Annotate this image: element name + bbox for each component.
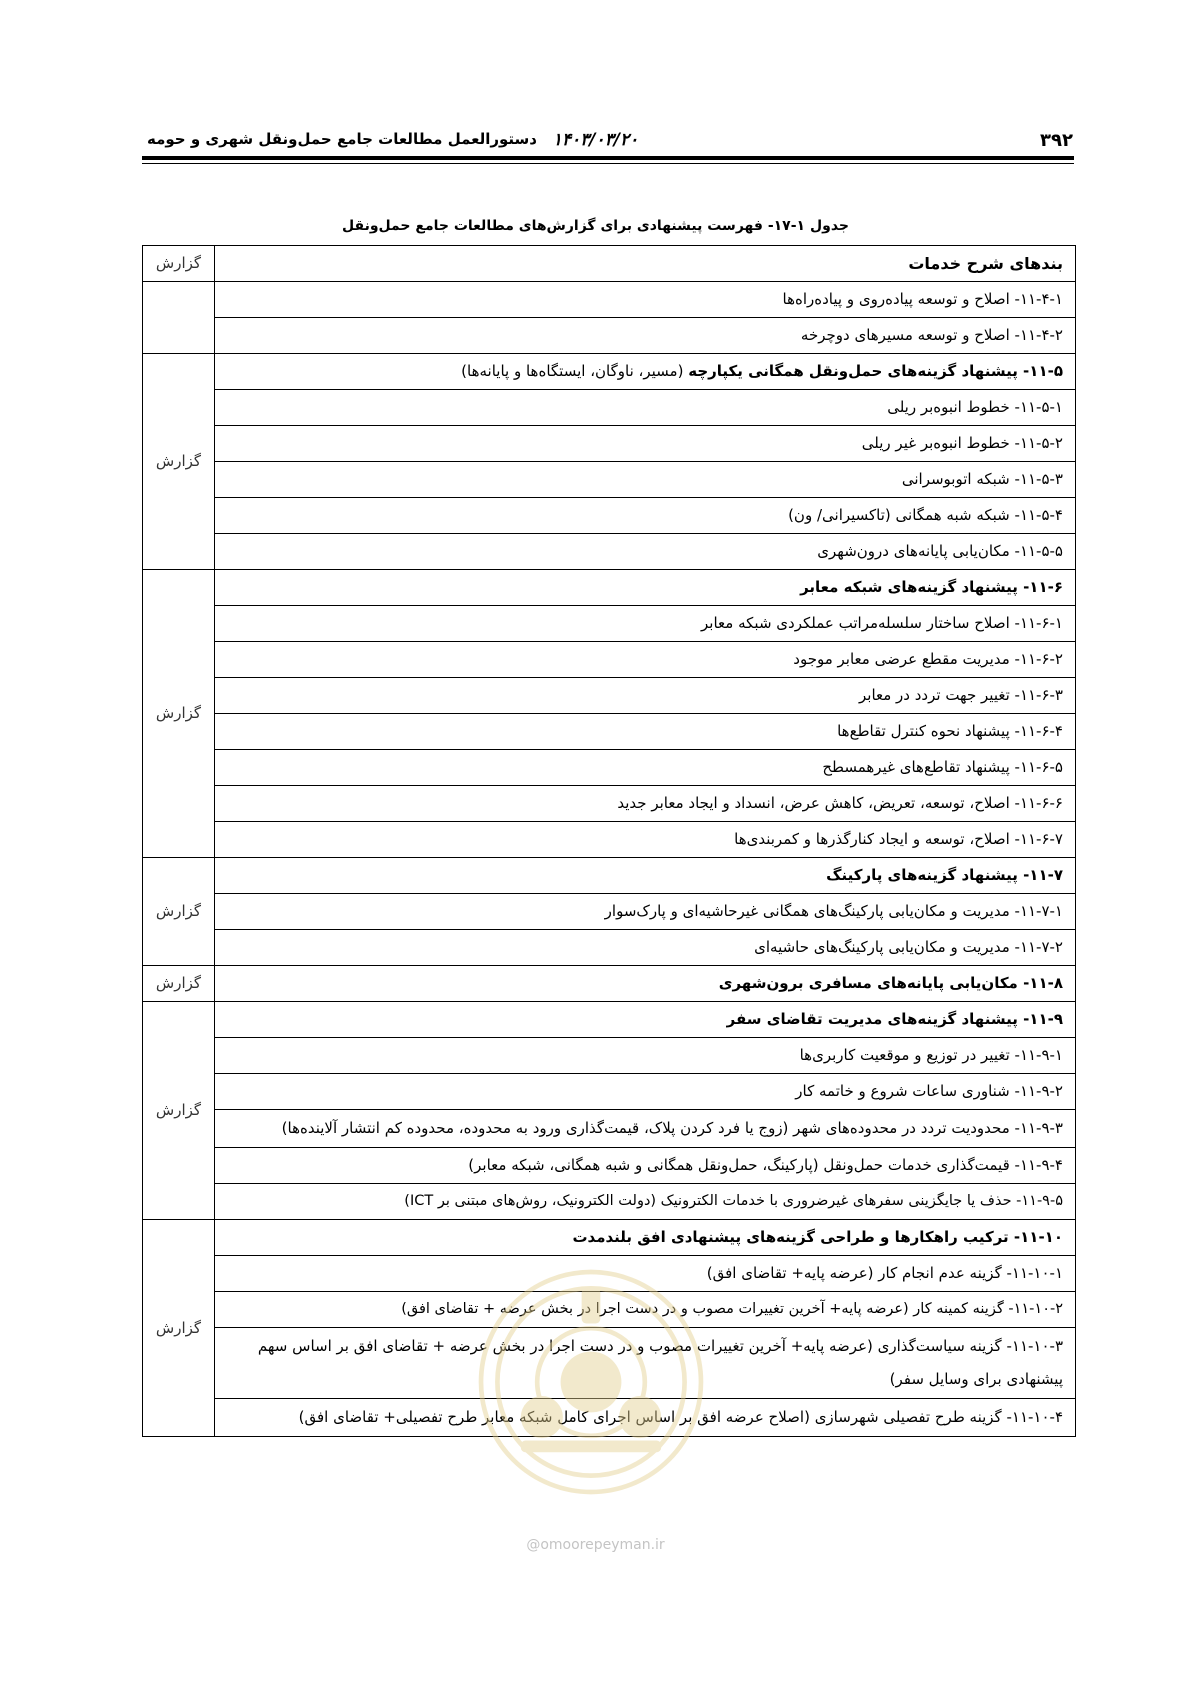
item-11-4-2: ۱۱-۴-۲- اصلاح و توسعه مسیرهای دوچرخه [215, 318, 1076, 354]
heading-11-5-bold: ۱۱-۵- پیشنهاد گزینه‌های حمل‌ونقل همگانی یکپارچه [688, 362, 1063, 380]
item-11-7-2: ۱۱-۷-۲- مدیریت و مکان‌یابی پارکینگ‌های حاشیه‌ای [215, 930, 1076, 966]
table-row [143, 1110, 1076, 1148]
header-services: بندهای شرح خدمات [215, 246, 1076, 282]
table-header-row [143, 246, 1076, 282]
item-11-10-3: ۱۱-۱۰-۳- گزینه سیاست‌گذاری (عرضه پایه+ آخرین تغییرات مصوب و در دست اجرا در بخش عرضه + تقاضای افق بر اساس سهم پیشنهادی برای وسایل سفر) [215, 1328, 1076, 1399]
report-cell: گزارش [143, 966, 215, 1002]
heading-11-9: ۱۱-۹- پیشنهاد گزینه‌های مدیریت تقاضای سفر [215, 1002, 1076, 1038]
table-row [143, 750, 1076, 786]
document-title: دستورالعمل مطالعات جامع حمل‌ونقل شهری و حومه [147, 130, 537, 148]
table-row [143, 570, 1076, 606]
table-row [143, 1256, 1076, 1292]
header-rule-thin [142, 163, 1074, 164]
item-11-9-2: ۱۱-۹-۲- شناوری ساعات شروع و خاتمه کار [215, 1074, 1076, 1110]
page-number: ۳۹۲ [1040, 130, 1073, 151]
table-row [143, 930, 1076, 966]
heading-11-5 [215, 354, 1076, 390]
header-rule-thick [142, 156, 1074, 160]
table-row [143, 606, 1076, 642]
item-11-10-2: ۱۱-۱۰-۲- گزینه کمینه کار (عرضه پایه+ آخرین تغییرات مصوب و در دست اجرا در بخش عرضه + تقاضای افق) [215, 1292, 1076, 1328]
table-row [143, 1399, 1076, 1437]
item-11-9-1: ۱۱-۹-۱- تغییر در توزیع و موقعیت کاربری‌ها [215, 1038, 1076, 1074]
table-row [143, 282, 1076, 318]
item-11-6-5: ۱۱-۶-۵- پیشنهاد تقاطع‌های غیرهمسطح [215, 750, 1076, 786]
report-cell: گزارش [143, 1002, 215, 1220]
table-row [143, 1220, 1076, 1256]
report-cell: گزارش [143, 354, 215, 570]
header-date: ۱۴۰۳/۰۳/۲۰ [552, 130, 639, 150]
table-row [143, 1038, 1076, 1074]
table-row [143, 1292, 1076, 1328]
watermark-url: @omoorepeyman.ir [526, 1537, 665, 1553]
table-row [143, 1184, 1076, 1220]
item-11-4-1: ۱۱-۴-۱- اصلاح و توسعه پیاده‌روی و پیاده‌راه‌ها [215, 282, 1076, 318]
table-row [143, 858, 1076, 894]
item-11-6-7: ۱۱-۶-۷- اصلاح، توسعه و ایجاد کنارگذرها و کمربندی‌ها [215, 822, 1076, 858]
heading-11-8: ۱۱-۸- مکان‌یابی پایانه‌های مسافری برون‌شهری [215, 966, 1076, 1002]
item-11-5-2: ۱۱-۵-۲- خطوط انبوه‌بر غیر ریلی [215, 426, 1076, 462]
header-report: گزارش [143, 246, 215, 282]
item-11-10-4: ۱۱-۱۰-۴- گزینه طرح تفصیلی شهرسازی (اصلاح عرضه افق بر اساس اجرای کامل شبکه معابر طرح تفصیلی+ تقاضای افق) [215, 1399, 1076, 1437]
table-row [143, 714, 1076, 750]
heading-11-7: ۱۱-۷- پیشنهاد گزینه‌های پارکینگ [215, 858, 1076, 894]
table-row [143, 354, 1076, 390]
table-row [143, 966, 1076, 1002]
item-11-5-4: ۱۱-۵-۴- شبکه شبه همگانی (تاکسیرانی/ ون) [215, 498, 1076, 534]
item-11-5-1: ۱۱-۵-۱- خطوط انبوه‌بر ریلی [215, 390, 1076, 426]
table-row [143, 462, 1076, 498]
table-row [143, 390, 1076, 426]
item-11-7-1: ۱۱-۷-۱- مدیریت و مکان‌یابی پارکینگ‌های همگانی غیرحاشیه‌ای و پارک‌سوار [215, 894, 1076, 930]
heading-11-5-rest: (مسیر، ناوگان، ایستگاه‌ها و پایانه‌ها) [461, 362, 689, 380]
services-report-table [142, 245, 1076, 1437]
item-11-6-4: ۱۱-۶-۴- پیشنهاد نحوه کنترل تقاطع‌ها [215, 714, 1076, 750]
table-row [143, 894, 1076, 930]
item-11-5-3: ۱۱-۵-۳- شبکه اتوبوسرانی [215, 462, 1076, 498]
table-row [143, 786, 1076, 822]
report-cell: گزارش [143, 858, 215, 966]
table-row [143, 426, 1076, 462]
item-11-6-6: ۱۱-۶-۶- اصلاح، توسعه، تعریض، کاهش عرض، انسداد و ایجاد معابر جدید [215, 786, 1076, 822]
table-row [143, 1328, 1076, 1399]
table-row [143, 534, 1076, 570]
item-11-9-5: ۱۱-۹-۵- حذف یا جایگزینی سفرهای غیرضروری با خدمات الکترونیک (دولت الکترونیک، روش‌های مبتنی بر ICT) [215, 1184, 1076, 1220]
item-11-5-5: ۱۱-۵-۵- مکان‌یابی پایانه‌های درون‌شهری [215, 534, 1076, 570]
report-cell-empty [143, 282, 215, 354]
table-row [143, 498, 1076, 534]
item-11-6-1: ۱۱-۶-۱- اصلاح ساختار سلسله‌مراتب عملکردی شبکه معابر [215, 606, 1076, 642]
item-11-6-3: ۱۱-۶-۳- تغییر جهت تردد در معابر [215, 678, 1076, 714]
report-cell: گزارش [143, 570, 215, 858]
table-row [143, 1074, 1076, 1110]
heading-11-6: ۱۱-۶- پیشنهاد گزینه‌های شبکه معابر [215, 570, 1076, 606]
table-row [143, 822, 1076, 858]
item-11-6-2: ۱۱-۶-۲- مدیریت مقطع عرضی معابر موجود [215, 642, 1076, 678]
report-cell: گزارش [143, 1220, 215, 1437]
heading-11-10: ۱۱-۱۰- ترکیب راهکارها و طراحی گزینه‌های پیشنهادی افق بلندمدت [215, 1220, 1076, 1256]
table-row [143, 1148, 1076, 1184]
table-row [143, 1002, 1076, 1038]
table-row [143, 642, 1076, 678]
table-row [143, 678, 1076, 714]
item-11-9-3: ۱۱-۹-۳- محدودیت تردد در محدوده‌های شهر (زوج یا فرد کردن پلاک، قیمت‌گذاری ورود به محدوده، محدوده کم انتشار آلاینده‌ها) [215, 1110, 1076, 1148]
table-caption: جدول ۱-۱۷- فهرست پیشنهادی برای گزارش‌های مطالعات جامع حمل‌ونقل [342, 218, 849, 234]
item-11-10-1: ۱۱-۱۰-۱- گزینه عدم انجام کار (عرضه پایه+ تقاضای افق) [215, 1256, 1076, 1292]
item-11-9-4: ۱۱-۹-۴- قیمت‌گذاری خدمات حمل‌ونقل (پارکینگ، حمل‌ونقل همگانی و شبه همگانی، شبکه معابر) [215, 1148, 1076, 1184]
table-row [143, 318, 1076, 354]
